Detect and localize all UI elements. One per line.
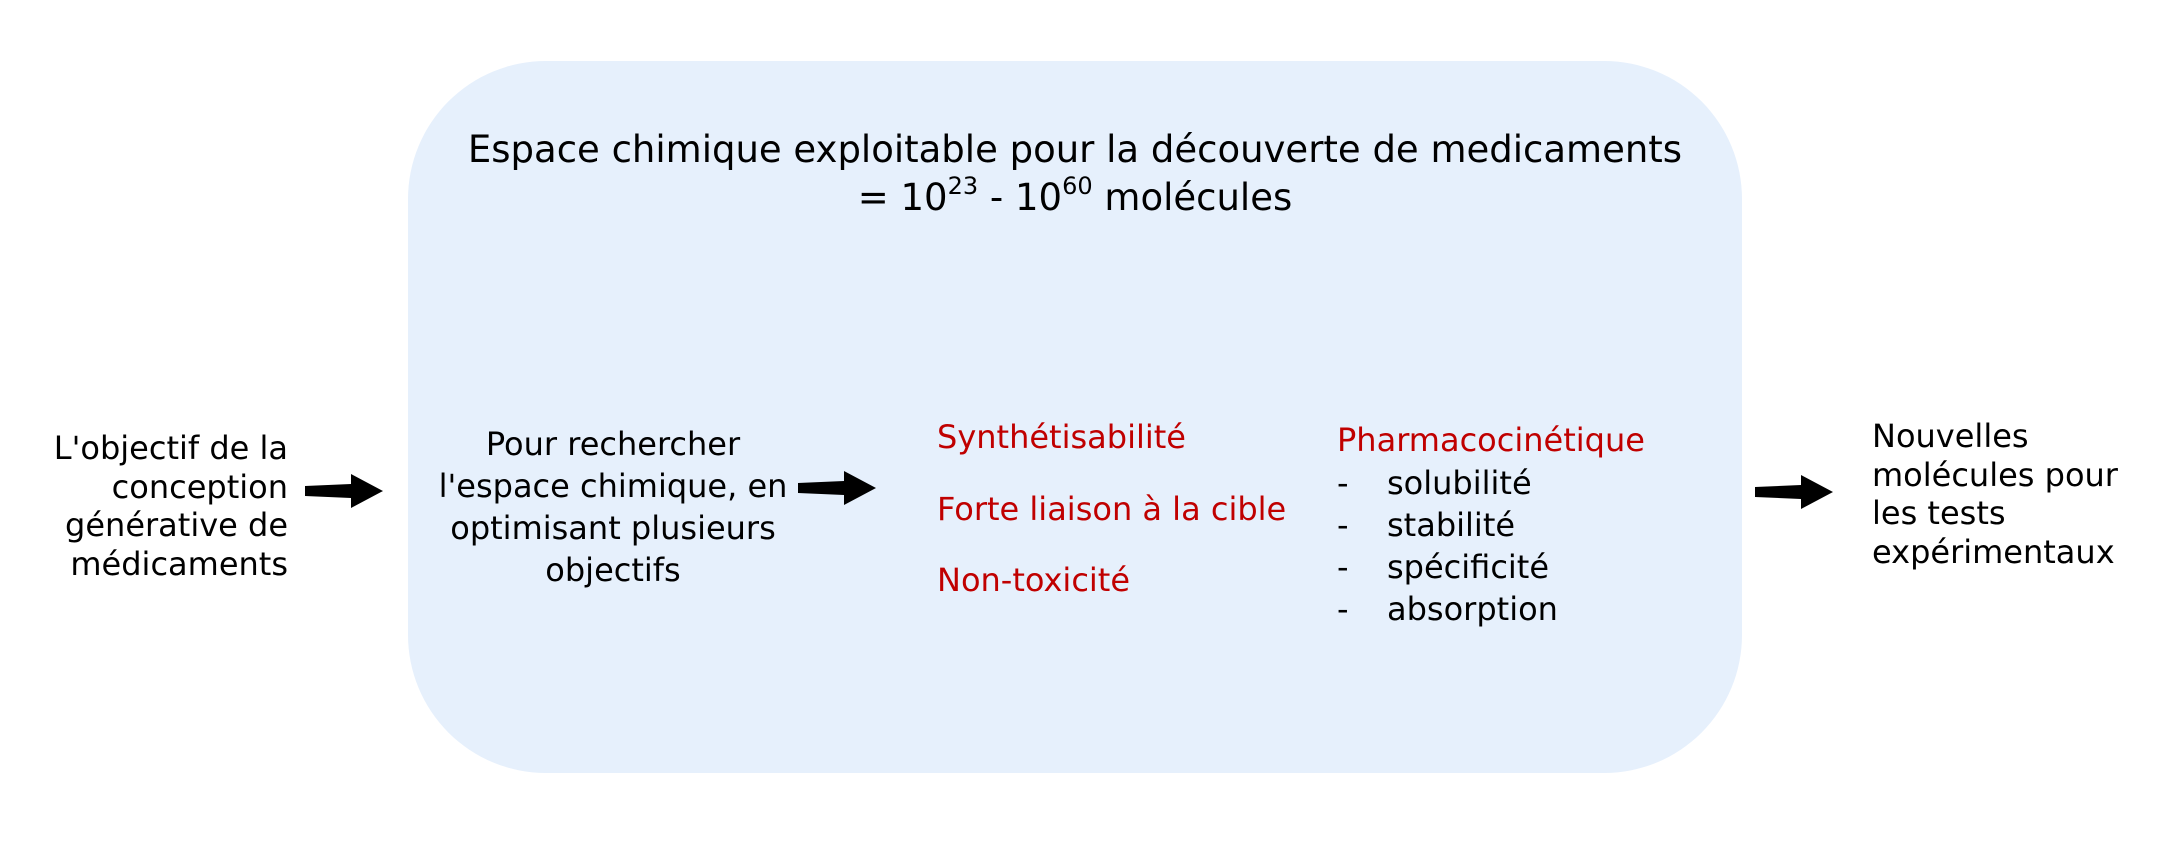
title-prefix: = 10 xyxy=(857,176,948,219)
new-molecules-line: molécules pour xyxy=(1872,455,2118,494)
title-line-2 xyxy=(408,171,1742,222)
search-label-line: optimisant plusieurs xyxy=(450,509,776,547)
list-item xyxy=(1337,546,1558,588)
search-label-line: Pour rechercher xyxy=(485,425,741,463)
list-item xyxy=(1337,462,1558,504)
criterion-target-binding: Forte liaison à la cible xyxy=(937,490,1287,528)
arrow-icon xyxy=(305,474,383,508)
goal-label-line: générative de xyxy=(65,506,288,544)
criterion-synthesizability: Synthétisabilité xyxy=(937,418,1186,456)
bullet-dash: - xyxy=(1337,590,1349,628)
list-item xyxy=(1337,588,1558,630)
list-item xyxy=(1337,504,1558,546)
search-label-line: l'espace chimique, en xyxy=(438,467,788,505)
new-molecules-line: expérimentaux xyxy=(1872,532,2115,571)
list-item-label: absorption xyxy=(1387,590,1558,628)
title-suffix: molécules xyxy=(1092,176,1293,219)
new-molecules-line: Nouvelles xyxy=(1872,417,2029,455)
goal-label-line: L'objectif de la xyxy=(53,429,288,467)
title-mid: - 10 xyxy=(978,176,1063,219)
list-item-label: spécificité xyxy=(1387,548,1550,586)
arrow-icon xyxy=(798,471,876,505)
bullet-dash: - xyxy=(1337,464,1349,502)
bullet-dash: - xyxy=(1337,548,1349,586)
bullet-dash: - xyxy=(1337,506,1349,544)
search-label-line: objectifs xyxy=(545,551,681,589)
new-molecules-line: les tests xyxy=(1872,494,2006,532)
list-item-label: stabilité xyxy=(1387,506,1516,544)
pharmacokinetics-list xyxy=(1337,462,1558,630)
list-item-label: solubilité xyxy=(1387,464,1532,502)
goal-label-line: conception xyxy=(111,467,288,506)
new-molecules-label xyxy=(1872,417,2152,571)
chemical-space-title xyxy=(408,126,1742,222)
criterion-non-toxicity: Non-toxicité xyxy=(937,561,1131,599)
title-line-1: Espace chimique exploitable pour la découverte de medicaments xyxy=(467,128,1683,171)
goal-label xyxy=(0,429,288,583)
exponent-high: 60 xyxy=(1062,171,1093,200)
search-objective-label xyxy=(428,423,798,591)
pharmacokinetics-title: Pharmacocinétique xyxy=(1337,421,1645,459)
arrow-icon xyxy=(1755,475,1833,509)
goal-label-line: médicaments xyxy=(70,544,288,583)
exponent-low: 23 xyxy=(947,171,979,200)
